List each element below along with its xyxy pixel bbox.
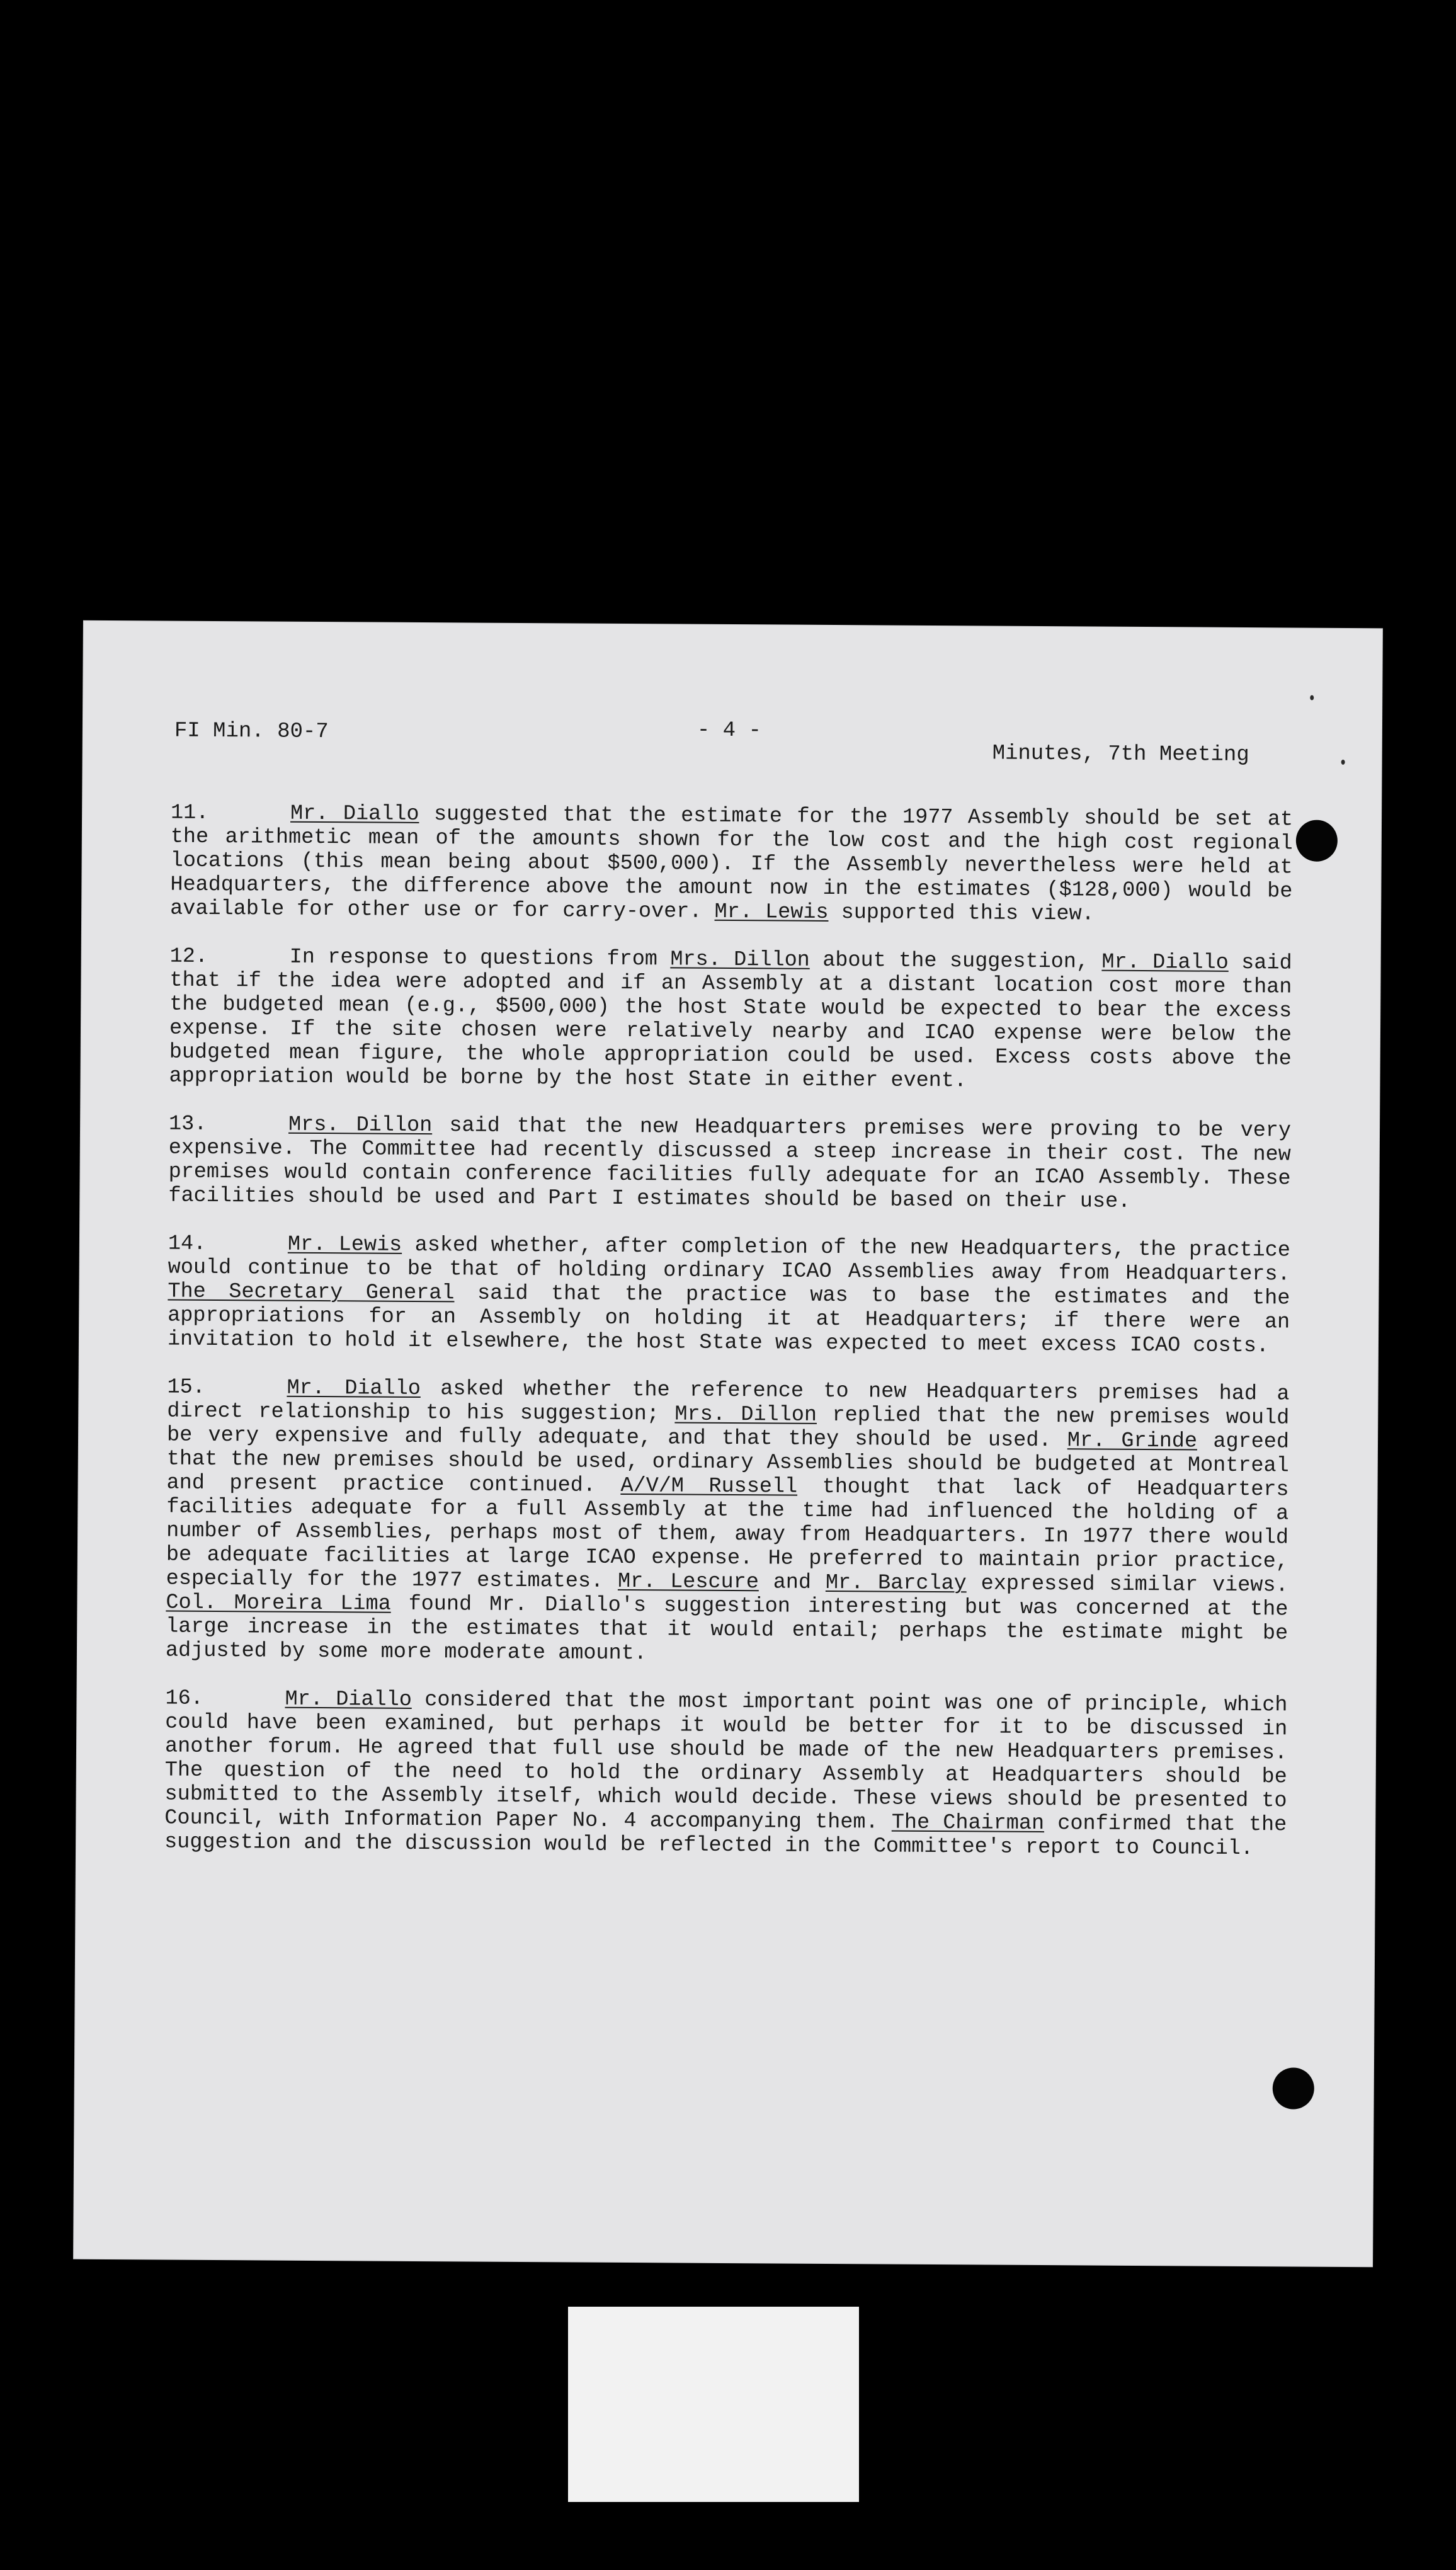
- paragraph-text: supported this view.: [828, 900, 1095, 927]
- paragraph-text: suggested that the estimate for the 1977 Assembly should be set at the arithmetic mean of the amounts shown for the low cost and the high cost regional locations (this mean being about $500,000). If the Assembly nevertheless were held at Headquarters, the difference above the amount now in the estimates ($128,000) would be available for other use or for carry-over.: [170, 802, 1294, 924]
- speaker-name: Mr. Lewis: [287, 1232, 402, 1257]
- paragraph-text: agreed that the new premises should be used, ordinary Assemblies should be budgeted at Montreal and present practice continued.: [166, 1429, 1290, 1498]
- speaker-name: A/V/M Russell: [620, 1473, 798, 1499]
- paragraph-text: confirmed that the suggestion and the discussion would be reflected in the Committee's report to Council.: [164, 1812, 1287, 1861]
- paragraph-13: [168, 1112, 1291, 1215]
- speaker-name: Mr. Diallo: [287, 1376, 421, 1402]
- speaker-name: Mr. Grinde: [1067, 1429, 1198, 1454]
- speaker-name: Mr. Diallo: [1101, 950, 1229, 975]
- paragraph-text: found Mr. Diallo's suggestion interesting but was concerned at the large increase in the estimates that it would entail; perhaps the estimate might be adjusted by some more moderate amount.: [165, 1592, 1288, 1666]
- paragraph-text: expressed similar views.: [966, 1572, 1288, 1598]
- paragraph-text: about the suggestion,: [809, 948, 1102, 974]
- paragraph-text: and: [758, 1570, 826, 1595]
- paragraph-text: replied that the new premises would be very expensive and fully adequate, and that they should be used.: [166, 1403, 1290, 1453]
- paragraph-14: [168, 1232, 1290, 1359]
- document-reference: FI Min. 80-7: [174, 719, 329, 745]
- paragraph-number: 14.: [168, 1231, 207, 1256]
- speaker-name: Mr. Barclay: [825, 1570, 967, 1596]
- speaker-name: Col. Moreira Lima: [166, 1591, 391, 1616]
- paragraph-16: [164, 1687, 1288, 1861]
- speaker-name: The Chairman: [891, 1810, 1045, 1836]
- meeting-title: Minutes, 7th Meeting: [992, 741, 1249, 768]
- paragraph-text: asked whether the reference to new Headquarters premises had a direct relationship to his suggestion;: [167, 1377, 1290, 1427]
- page-number: - 4 -: [697, 718, 762, 743]
- ink-speck: [1310, 695, 1314, 700]
- paragraph-text: said that if the idea were adopted and if an Assembly at a distant location cost more than the budgeted mean (e.g., $500,000) the host State would be expected to bear the excess expense. If the site chosen were relatively nearby and ICAO expense were below the budgeted mean figure, the whole appropriation could be used. Excess costs above the appropriation would be borne by the host State in either event.: [169, 951, 1292, 1094]
- punch-hole-bottom: [1273, 2067, 1314, 2109]
- speaker-name: Mr. Lewis: [714, 900, 829, 925]
- speaker-name: Mr. Diallo: [285, 1687, 412, 1712]
- paragraph-text: considered that the most important point was one of principle, which could have been examined, but perhaps it would be better for it to be discussed in another forum. He agreed that full use should be made of the new Headquarters premises. The question of the need to hold the ordinary Assembly at Headquarters should be submitted to the Assembly itself, which would decide. These views should be presented to Council, with Information Paper No. 4 accompanying them.: [164, 1688, 1288, 1835]
- speaker-name: Mrs. Dillon: [670, 947, 810, 973]
- paragraph-15: [166, 1376, 1290, 1670]
- paragraph-11: [170, 801, 1293, 928]
- page-header: [174, 718, 1294, 768]
- paragraph-text: thought that lack of Headquarters facilities adequate for a full Assembly at the time had influenced the holding of a number of Assemblies, perhaps most of them, away from Headquarters. In 1977 there would be adequate facilities at large ICAO expense. He preferred to maintain prior practice, especially for the 1977 estimates.: [166, 1475, 1289, 1594]
- punch-hole-top: [1296, 820, 1338, 861]
- paragraph-text: In response to questions from: [289, 945, 671, 972]
- speaker-name: Mr. Lescure: [617, 1569, 759, 1595]
- paragraph-text: said that the practice was to base the estimates and the appropriations for an Assembly on holding it at Headquarters; if there were an invitation to hold it elsewhere, the host State was expected to meet excess ICAO costs.: [167, 1281, 1290, 1359]
- paragraph-number: 16.: [165, 1686, 203, 1711]
- target-card: [568, 2307, 859, 2502]
- paragraph-number: 12.: [169, 944, 208, 969]
- paragraph-number: 11.: [170, 801, 209, 825]
- paragraph-12: [169, 945, 1292, 1095]
- paragraph-number: 13.: [168, 1112, 207, 1136]
- paragraph-text: asked whether, after completion of the new Headquarters, the practice would continue to be that of holding ordinary ICAO Assemblies away from Headquarters.: [168, 1233, 1291, 1287]
- speaker-name: Mrs. Dillon: [288, 1112, 433, 1138]
- document-page: [74, 621, 1382, 2267]
- paragraph-text: said that the new Headquarters premises were proving to be very expensive. The Committee had recently discussed a steep increase in their cost. The new premises would contain conference facilities fully adequate for an ICAO Assembly. These facilities should be used and Part I estimates should be based on their use.: [168, 1114, 1292, 1214]
- speaker-name: Mrs. Dillon: [674, 1402, 817, 1427]
- paragraph-number: 15.: [167, 1375, 205, 1400]
- minutes-body: [164, 801, 1293, 1885]
- speaker-name: Mr. Diallo: [290, 801, 419, 826]
- ink-speck: [1341, 760, 1345, 765]
- speaker-name: The Secretary General: [168, 1279, 455, 1306]
